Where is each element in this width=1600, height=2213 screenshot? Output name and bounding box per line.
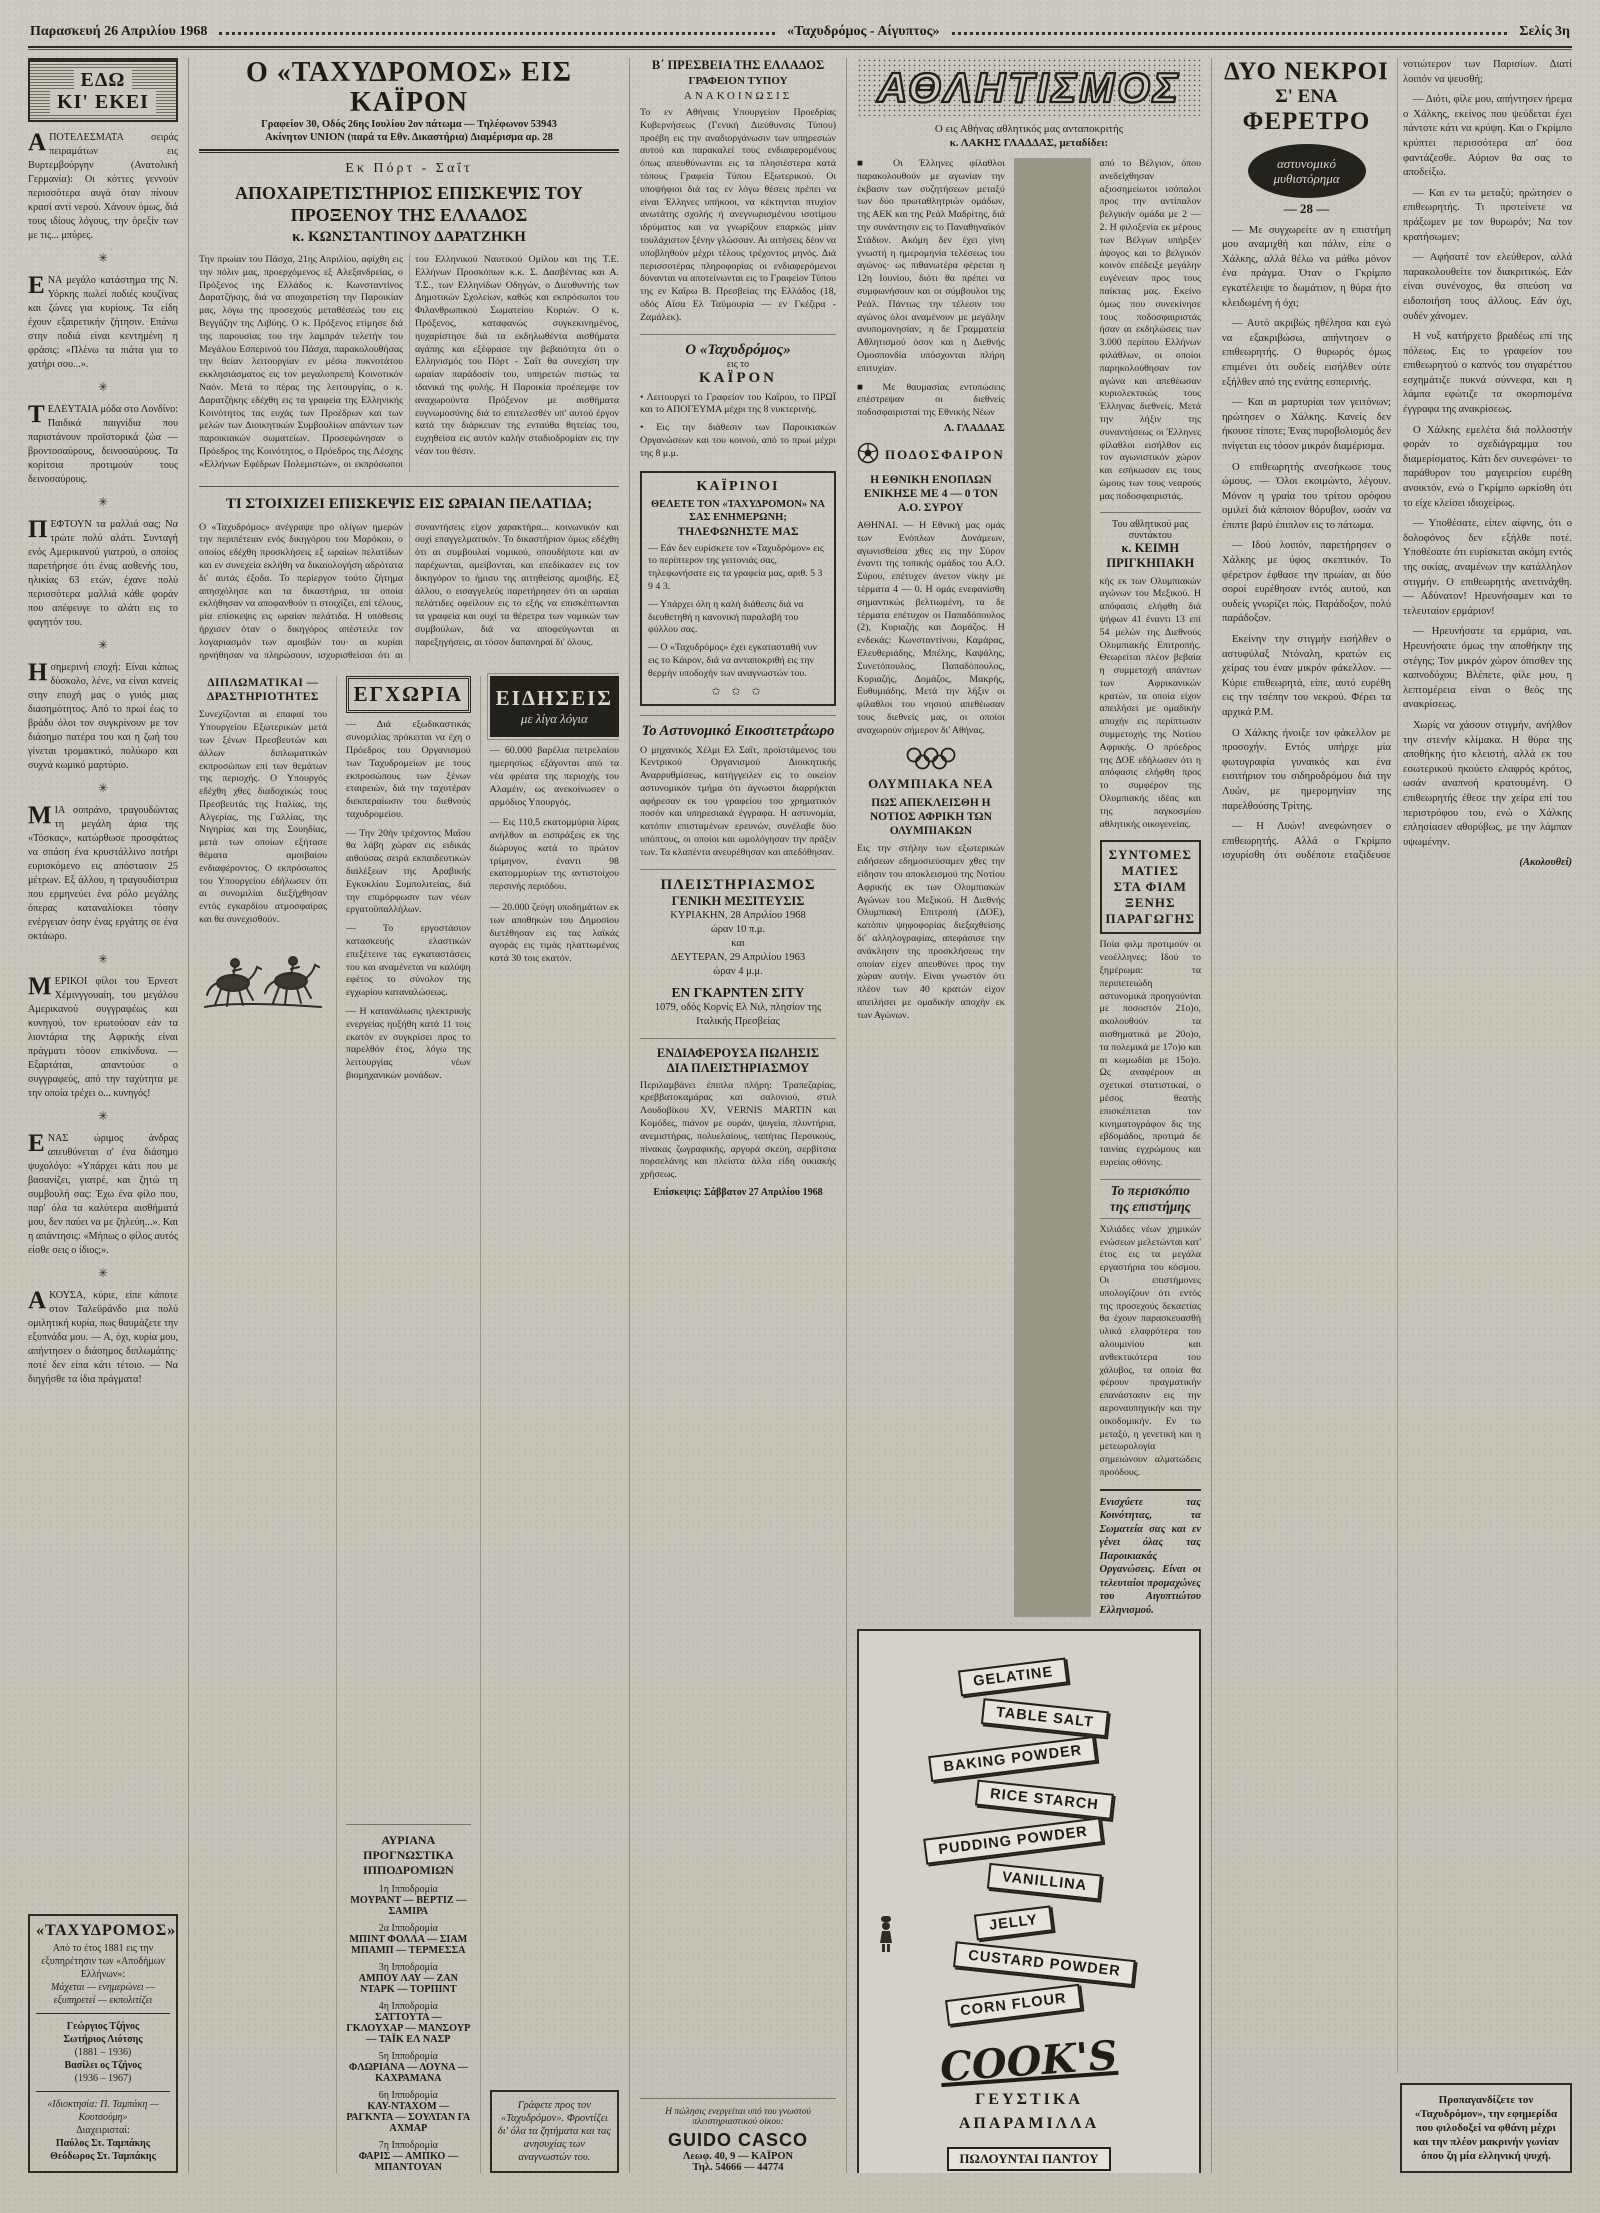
ad-product-plate: RICE STARCH (975, 1780, 1114, 1820)
column-divider (336, 676, 337, 2173)
flourish-icon: ✳ (97, 638, 109, 652)
race-horses: ΦΛΩΡΙΑΝΑ — ΛΟΥΝΑ — ΚΑΧΡΑΜΑΝΑ (348, 2062, 468, 2084)
news-briefs-subtitle: με λίγα λόγια (520, 711, 588, 727)
section-rule (640, 715, 836, 716)
cairo-address-line1: Γραφείον 30, Οδός 26ης Ιουλίου 2ον πάτωμα — Τηλέφωνον 53943 (261, 119, 557, 130)
race-entry (346, 2051, 471, 2084)
box-title: ΚΑΪΡΙΝΟΙ (696, 478, 780, 494)
article-headline: ΤΙ ΣΤΟΙΧΙΖΕΙ ΕΠΙΣΚΕΨΙΣ ΕΙΣ ΩΡΑΙΑΝ ΠΕΛΑΤΙΔΑ; (199, 486, 619, 514)
article-body: Ο μηχανικός Χέλμι Ελ Σαΐτ, προϊστάμενος του Κεντρικού Οργανισμού Διοικητικής Αναρρυθμίσεως, κατήγγειλεν εις το οικείον αστυνομικόν τμήμα ότι άγνωστοι διαρρήκται αφήρεσαν εκ του γραφείου του χρηματικόν ποσόν και υπηρεσιακά έγγραφα. Η αστυνομία, κατόπιν επισταμένων ερευνών, συνέλαβε δύο υπόπτους, οι οποίοι και ωμολόγησαν την πράξιν των. Τα κλαπέντα ανευρέθησαν και απεδόθησαν. (640, 744, 836, 858)
masthead-rule-left (219, 29, 775, 35)
sports-item: ■ Οι Έλληνες φίλαθλοι παρακολουθούν με αγωνίαν την έκβασιν των συζητήσεων μεταξύ των δύο πρωταθλητριών ομάδων, της ΑΕΚ και της Ρεάλ Μαδρίτης, διά την συνάντησιν εις το Παναθηναϊκόν Στάδιον. Ακόμη δεν έχει γίνη γνωστή η ημερομηνία τελέσεως του αγώνος· ως πιθανωτέρα φέρεται η 12η Ιουνίου, διότι θα πρέπει να συμφωνήσουν και οι σύμβουλοι της Ρεάλ. Πάντως την τέλεσιν του αγώνος όλοι αναμένουν με μεγάλην ανυπομονησίαν, η δε Γραμματεία Αθλητισμού όσον και η Διεθνής Ομοσπονδία υπόσχονται πλήρη επιτυχίαν. (857, 158, 1005, 374)
science-periscope-title: Το περισκόπιο της επιστήμης (1100, 1179, 1201, 1219)
ad-footer: ΠΩΛΟΥΝΤΑΙ ΠΑΝΤΟΥ (947, 2147, 1110, 2171)
sports-banner-title: ΑΘΛΗΤΙΣΜΟΣ (877, 64, 1181, 111)
race-horses: ΣΑΤΤΟΥΤΑ — ΓΚΛΟΥΧΑΡ — ΜΑΝΣΟΥΡ — ΤΑΪΚ ΕΛ ΝΑΣΡ (346, 2012, 471, 2045)
films-title-line2: ΣΤΑ ΦΙΛΜ (1113, 879, 1187, 895)
box-question: ΘΕΛΕΤΕ ΤΟΝ «ΤΑΧΥΔΡΟΜΟΝ» ΝΑ ΣΑΣ ΕΝΗΜΕΡΩΝΗ; (651, 498, 825, 523)
snippet: ΑΠΟΤΕΛΕΣΜΑΤΑ σειράς πειραμάτων εις Βυρτεμβούργην (Ανατολική Γερμανία): Οι κόττες γεννούν περισσότερα αυγά όταν πίνουν κρασί αντί νερού. Χάνουν όμως, διά τους ιδίους λόγους, την όρεξίν των με τις... μπύρες. (28, 129, 178, 241)
sports-banner (857, 58, 1201, 116)
auction-date: ΔΕΥΤΕΡΑΝ, 29 Απριλίου 1963 (670, 951, 806, 963)
column-serial-novel (1222, 58, 1572, 2173)
embassy-title: ΑΝΑΚΟΙΝΩΣΙΣ (683, 90, 793, 102)
stars-ornament: ✩ ✩ ✩ (711, 685, 765, 698)
race-entry (346, 2140, 471, 2173)
badge-line2: μυθιστόρημα (1273, 171, 1340, 186)
founder-name: Βασίλει ος Τζήνος (64, 2060, 142, 2071)
flourish-icon: ✳ (97, 952, 109, 966)
masthead-title: «Ταχυδρόμος - Αίγυπτος» (787, 24, 940, 39)
article-body: Την πρωίαν του Πάσχα, 21ης Απριλίου, αφίχθη εις την πόλιν μας, προερχόμενος εξ Αλεξανδρείας, ο Πρόξενος της Ελλάδος κ. Κωνσταντίνος Δαρατζήκης, διά να αποχαιρετίση την Παροικίαν μας, λόγω της προσεχούς μεταθέσεώς του εις Βεγγάζην της Λιβύης. Ο κ. Πρόξενος ετίμησε διά της παρουσίας του την λαμπράν τελετήν του Μεγάλου Εσπερινού του Πάσχα, παρακολουθήσας την θείαν λειτουργίαν εν μέσω πυκνοτάτου εκκλησιάσματος εις τον μεγαλοπρεπή Κοινοτικόν Ναόν. Μετά το πέρας της λειτουργίας, ο κ. Δαρατζήκης εδέχθη εις τα γραφεία της Ελληνικής Κοινότητος τας ευχάς των Προέδρων και των μελών των Διοικητικών Συμβουλίων απάντων των παροικιακών σωματείων. Προσεφώνησαν ο Πρόεδρος της Κοινότητος, ο Πρόεδρος της Λέσχης «Ελλήνων Εφέδρων Πολεμιστών», οι εκπρόσωποι του Ελληνικού Ναυτικού Ομίλου και της Τ.Ε. Ελλήνων Προσκόπων κ.κ. Σ. Δασβέντας και Α. Τ.Σ., των Ελληνίδων Οδηγών, ο Διευθυντής των Δημοτικών Σχολείων, καθώς και εκπρόσωποι του Φιλανθρωπικού Σωματείου Κυριών. Ο κ. Πρόξενος, καταφανώς συγκεκινημένος, ηυχαρίστησε διά τα εκδηλωθέντα αισθήματα αγάπης και εξέφρασε την βεβαιότητα ότι ο Ελληνισμός του Πόρτ - Σαΐτ θα συνεχίση την ωραίαν παράδοσίν του, υπηρετών πιστώς τα ιδανικά της φυλής. Η Παροικία προέπεμψε τον αναχωρούντα Πρόξενον με αισθήματα ευγνωμοσύνης διά το επιτελεσθέν υπ' αυτού έργον κατά την διάρκειαν της ενταύθα θητείας του, ευχηθείσα εις αυτόν καλήν σταδιοδρομίαν εις την νέαν του θέσιν. (199, 254, 619, 470)
cairo-office-hours (640, 342, 836, 461)
correspondent-line2: κ. ΛΑΚΗΣ ΓΛΑΔΔΑΣ, μεταδίδει: (949, 137, 1109, 149)
newspaper-name: «ΤΑΧΥΔΡΟΜΟΣ» (36, 1922, 177, 1939)
office-hours-item: • Λειτουργεί το Γραφείον του Καΐρου, το ΠΡΩΪ και το ΑΠΟΓΕΥΜΑ μέχρι της 8 νυκτερινής. (640, 391, 836, 416)
news-brief-item: — Εις 110,5 εκατομμύρια λίρας ανήλθον αι εισπράξεις εκ της διώρυγος κατά το πρώτον τρίμηνον, έναντι 98 εκατομμυρίων της αντιστοίχου περσινής περιόδου. (489, 817, 619, 893)
manager-name: Θεόδωρος Στ. Ταμπάκης (50, 2151, 156, 2162)
race-entry (346, 1923, 471, 1956)
chef-icon (873, 1915, 899, 1958)
correspondent-signature: Λ. ΓΛΑΔΔΑΣ (943, 422, 1005, 434)
diplomatic-subcolumn (199, 676, 327, 2173)
cairo-address-line2: Ακίνητον UNION (παρά τα Εθν. Δικαστήρια) Διαμέρισμα αρ. 28 (265, 132, 553, 143)
auction-notice (640, 877, 836, 1029)
sale-notice (640, 1046, 836, 1198)
race-horses: ΑΜΠΟΥ ΛΑΥ — ΖΑΝ ΝΤΑΡΚ — ΤΟΡΠΙΝΤ (358, 1973, 459, 1995)
sale-body: Περιλαμβάνει έπιπλα πλήρη: Τραπεζαρίας, κρεββατοκαμάρας και σαλονιού, στυλ Λουδοβίκου XV, VERNIS MARTIN και Κομόδες, πιάνον με ουράν, ψυγεία, πλυντήρια, ανεμιστήρας, πολυελαίους, ταπήτας Περσικούς, πίνακας ζωγραφικής, αργυρά σκεύη, σερβίτσια πορσελάνης και πλείστα άλλα είδη οικιακής χρήσεως. (640, 1079, 836, 1181)
police-log-article (640, 723, 836, 860)
ad-product-plate: BAKING POWDER (928, 1736, 1097, 1782)
farewell-article (199, 161, 619, 472)
correspondent-line1: Ο εις Αθήνας αθλητικός μας ανταποκριτής (934, 123, 1124, 135)
films-title-line1: ΣΥΝΤΟΜΕΣ ΜΑΤΙΕΣ (1108, 847, 1192, 879)
serial-paragraph: — Ηρευνήσατε τα ερμάρια, ναι. Ηρευνήσατε όμως την αποθήκην της στέγης; Τον μικρόν χώρον όπισθεν της καπνοδόχου; Βλέπετε, φίλε μου, η λεπτομέρεια είναι ο θεός της ανακρίσεως. (1403, 626, 1572, 711)
race-entry (346, 1884, 471, 1917)
domestic-item: — Διά εξωδικαστικάς συνομιλίας πρόκειται να έχη ο Πρόεδρος του Οργανισμού των Ταχυδρομείων με τους εκπροσώπους των ξένων εταιρειών, διά την ταχυτέραν διεκπεραίωσιν του διεθνούς ταχυδρομείου. (346, 719, 471, 820)
sports-item: ■ Με θαυμασίας εντυπώσεις επέστρεψαν οι διεθνείς ποδοσφαιρισταί της Εθνικής Νέων (857, 381, 1005, 419)
bottom-band (199, 676, 619, 2173)
column-notices (640, 58, 836, 2173)
auction-time: ώραν 4 μ.μ. (713, 965, 763, 977)
domestic-item: — Η κατανάλωσις ηλεκτρικής ενεργείας ηυξήθη κατά 11 τοις εκατόν εν συγκρίσει προς το παρελθόν έτος, λόγω της λειτουργίας νέων βιομηχανικών μονάδων. (346, 1006, 471, 1082)
racing-title-line2: ΙΠΠΟΔΡΟΜΙΩΝ (362, 1863, 454, 1877)
domestic-item: — Την 20ήν τρέχοντος Μαΐου θα λάβη χώραν εις ειδικάς αιθούσας σειρά εκπαιδευτικών διαλέξεων της Αραβικής Εγκυκλίου Συμπολιτείας, διά την επιμόρφωσιν των νέων εργατοϋπαλλήλων. (346, 827, 471, 916)
horse-racing-tips (346, 1824, 471, 2173)
race-number: 3η Ιπποδρομία (378, 1962, 438, 1973)
race-number: 5η Ιπποδρομία (378, 2051, 438, 2062)
race-horses: ΚΑΥ-ΝΤΑΧΟΜ — ΡΑΓΚΝΤΑ — ΣΟΥΛΤΑΝ ΓΑ ΑΧΜΑΡ (346, 2101, 471, 2134)
managers-label: Διαχειρισταί: (76, 2125, 130, 2136)
article-headline: ΑΠΟΧΑΙΡΕΤΙΣΤΗΡΙΟΣ ΕΠΙΣΚΕΨΙΣ ΤΟΥ ΠΡΟΞΕΝΟΥ ΤΗΣ ΕΛΛΑΔΟΣ (234, 183, 584, 225)
football-headline: Η ΕΘΝΙΚΗ ΕΝΟΠΛΩΝ ΕΝΙΚΗΣΕ ΜΕ 4 — 0 ΤΟΝ Α.Ο. ΣΥΡΟΥ (863, 473, 998, 514)
sale-title-line2: ΔΙΑ ΠΛΕΙΣΤΗΡΙΑΣΜΟΥ (666, 1060, 810, 1075)
films-title-line3: ΞΕΝΗΣ ΠΑΡΑΓΩΓΗΣ (1105, 895, 1195, 927)
ad-brand-name: COOK'S (938, 2032, 1120, 2092)
masthead-rule-right (952, 29, 1508, 35)
ad-tagline-line1: ΓΕΥΣΤΙΚΑ (975, 2091, 1083, 2109)
founder-years: (1936 – 1967) (74, 2073, 132, 2084)
column-divider (188, 58, 189, 2173)
football-body: ΑΘΗΝΑΙ. — Η Εθνική μας ομάς των Ενόπλων Δυνάμεων, αγωνισθείσα χθες εις την Σύρον έναντι της τοπικής ομάδος του Α.Ο. Σύρου, επέτυχεν άνετον νίκην με τέρματα 4 — 0. Η ομάς ενεφανίσθη σημαντικώς βελτιωμένη, τα δε τέρματα επέτυχον οι Παπαδόπουλος (2), Κυριαζής και Δομάζος. Η ενδεκάς: Κωνσταντίνου, Καμάρας, Ελευθεριάδης, Μπέλης, Καψάλης, Συνετόπουλος, Παπαδόπουλος, Κυριαζής, Δομάζος, Μακρής, Ευθυμιάδης. Μετά την λήξιν οι φίλαθλοι του νησιού απεθέωσαν τους διεθνείς μας, οι οποίοι αναχωρούν σήμερον δι' Αθήνας. (857, 519, 1005, 736)
flourish-icon: ✳ (97, 495, 109, 509)
serial-paragraph: — Ιδού λοιπόν, παρετήρησεν ο Χάλκης με ύφος σκεπτικόν. Το φέρετρον έφθασε την πρωίαν, αι δύο σοροί ευρέθησαν εντός αυτού, και ουδείς γνωρίζει πώς. Παράδοξον, πολύ παράδοξον. (1222, 540, 1391, 625)
race-number: 1η Ιπποδρομία (378, 1884, 438, 1895)
editor-byline-line2: κ. ΚΕΙΜΗ ΠΡΙΓΚΗΠΑΚΗ (1106, 540, 1195, 570)
sports-subcolumn-right (1100, 158, 1201, 1617)
embassy-kicker: Β΄ ΠΡΕΣΒΕΙΑ ΤΗΣ ΕΛΛΑΔΟΣ (651, 58, 825, 72)
history-line: Από το έτος 1881 εις την εξυπηρέτησιν των «Αποδήμων Ελλήνων»: (41, 1943, 165, 1980)
race-horses: ΦΑΡΙΣ — ΑΜΠΚΟ — ΜΠΑΝΤΟΥΑΝ (358, 2151, 459, 2173)
olympics-body: Εις την στήλην των εξωτερικών ειδήσεων εδημοσιεύσαμεν χθες την είδησιν του αποκλεισμού της Νοτίου Αφρικής εκ των Ολυμπιακών Αγώνων του Μεξικού. Η Διεθνής Ολυμπιακή Επιτροπή (ΔΟΕ), κατόπιν ψηφοφορίας διεξαχθείσης δι' αλληλογραφίας, απεφάσισε την ανάκλησιν της προσκλήσεως την οποίαν είχεν απευθύνει προς την χώραν αυτήν. Είναι γνωστόν ότι πλέον των 40 κρατών είχον απειλήσει με ομαδικήν αποχήν εκ των Αγώνων. (857, 843, 1005, 1021)
flourish-icon: ✳ (97, 1266, 109, 1280)
office-hours-title2: εις το (726, 358, 750, 370)
page-columns (0, 50, 1600, 2191)
football-section-label: ΠΟΔΟΣΦΑΙΡΟΝ (885, 447, 1005, 463)
support-communities-notice: Ενισχύετε τας Κοινότητας, τα Σωματεία σας και εν γένει όλας τας Παροικιακάς Οργανώσεις. Είναι οι τελευταίοι προμαχώνες του Αιγυπτιώτου Ελληνισμού. (1100, 1489, 1201, 1618)
snippet: ΕΝΑ μεγάλο κατάστημα της Ν. Υόρκης πωλεί ποδιές κουζίνας και ζώνες για κυρίους. Τα είδη έχουν εξαιρετικήν ζήτησιν. Επάνω στην ποδιά είναι κεντημένη η φράσις: «Πλένω τα πιάτα για το χατήρι σου...». (28, 272, 178, 370)
race-entry (346, 2001, 471, 2045)
snippet: ΤΕΛΕΥΤΑΙΑ μόδα στο Λονδίνο: Παιδικά παιγνίδια που παριστάνουν προϊστορικά ζώα — βροντοσαύρους, δεινοσαύρους. Τα κορίτσια προτιμούν τους δεινοσαύρους. (28, 401, 178, 485)
auction-time: ώραν 10 π.μ. (710, 923, 766, 935)
news-briefs-title: ΕΙΔΗΣΕΙΣ (495, 686, 613, 711)
serial-title-line2: Σ' ΕΝΑ (1275, 86, 1338, 107)
serial-paragraph: Εκείνην την στιγμήν εισήλθεν ο αστυφύλαξ Ντόναλη, κρατών εις χείρας του έναν μικρόν φάκελλον. — Κύριε επιθεωρητά, είπε, αυτό ευρέθη εις την τσέπην του νεκρού. Φέρει τα αρχικά Ρ.Μ. (1222, 634, 1391, 718)
serial-paragraph: Χωρίς να χάσουν στιγμήν, ανήλθον την στενήν κλίμακα. Η θύρα της αποθήκης ήτο κλειστή, αλλά εκ του εσωτερικού ηκούετο ελαφρός κρότος, ωσάν αναπνοή κρατουμένη. Ο επιθεωρητής έθεσε την χείρα επί του περιστρόφου του, ενώ ο Χάλκης επλησίασεν αθορύβως, με την λάμπαν υψωμένην. (1403, 719, 1572, 848)
flourish-icon: ✳ (97, 1109, 109, 1123)
column-sports (857, 58, 1201, 2173)
section-rule (199, 149, 619, 153)
column-cairo-section (199, 58, 619, 2173)
olympics-headline: ΠΩΣ ΑΠΕΚΛΕΙΣΘΗ Η ΝΟΤΙΟΣ ΑΦΡΙΚΗ ΤΩΝ ΟΛΥΜΠΙΑΚΩΝ (869, 797, 992, 838)
auction-house-note: Η πώλησις ενεργείται υπό του γνωστού πλειστηριαστικού οίκου: (665, 2107, 811, 2127)
films-box-header (1100, 840, 1201, 934)
serial-paragraph: — Αφήσατέ τον ελεύθερον, αλλά παρακολουθείτε τον διακριτικώς. Εάν είναι συνένοχος, θα σπεύση να ειδοποιήση τους άλλους. Εάν όχι, ουδέν χάνομεν. (1403, 252, 1572, 322)
olympics-section-label: ΟΛΥΜΠΙΑΚΑ ΝΕΑ (868, 776, 994, 792)
ad-product-plate: GELATINE (958, 1658, 1069, 1697)
domestic-item: — Το εργοστάσιον κατασκευής ελαστικών επεξέτεινε τας εγκαταστάσεις του και αναμένεται να καλύψη εφέτος το σύνολον της εγχωρίου καταναλώσεως. (346, 923, 471, 999)
snippet: ΑΚΟΥΣΑ, κύριε, είπε κάποτε στον Ταλεϋράνδο μια πολύ ομιλητική κυρία, πως θαυμάζετε την εξυπνάδα μου. — Α, όχι, κυρία μου, απήντησεν ο διάσημος διπλωμάτης· ποτέ δεν είπα κάτι τέτοιο. — Να διηγήσθε τα ίδια πράγματα! (28, 1287, 178, 1385)
auction-subtitle: ΓΕΝΙΚΗ ΜΕΣΙΤΕΥΣΙΣ (671, 893, 805, 908)
domestic-subcolumn (346, 676, 471, 2173)
article-body: Συνεχίζονται αι επαφαί του Υπουργείου Εξωτερικών μετά των ξένων Πρεσβευτών και άλλων διπλωματικών εκπροσώπων επί των θεμάτων της περιοχής. Ο Υπουργός εδέχθη χθες διαδοχικώς τους Πρεσβευτάς της Ιταλίας, της Αλγερίας, της Γαλλίας, της Νιγηρίας και της Σουηδίας, μετά των οποίων εξήτασε θέματα αμοιβαίου ενδιαφέροντος. Ο εκπρόσωπος του Υπουργείου εδήλωσεν ότι αι συνομιλίαι διεξήχθησαν εντός εγκαρδίου ατμοσφαίρας και θα συνεχισθούν. (199, 709, 327, 926)
domestic-news-title: ΕΓΧΩΡΙΑ (346, 676, 471, 713)
news-brief-item: — 60.000 βαρέλια πετρελαίου ημερησίως εξάγονται από τα νέα φρέατα της περιοχής του Αλαμέιν, ως ανεκοίνωσεν ο αρμόδιος Υπουργός. (489, 745, 619, 808)
embassy-office: ΓΡΑΦΕΙΟΝ ΤΥΠΟΥ (688, 75, 788, 87)
founder-name: Γεώργιος Τζήνος (66, 2021, 140, 2032)
cairo-banner-title: Ο «ΤΑΧΥΔΡΟΜΟΣ» ΕΙΣ ΚΑΪΡΟΝ (246, 58, 572, 118)
ad-product-plate: CUSTARD POWDER (954, 1942, 1137, 1987)
flourish-icon: ✳ (97, 380, 109, 394)
sale-title-line1: ΕΝΔΙΑΦΕΡΟΥΣΑ ΠΩΛΗΣΙΣ (656, 1045, 820, 1060)
office-hours-title1: Ο «Ταχυδρόμος» (685, 341, 791, 358)
race-number: 7η Ιπποδρομία (378, 2140, 438, 2151)
race-entry (346, 1962, 471, 1995)
sports-continuation: από το Βέλγιον, όπου ανεδείχθησαν αξιοσημείωτοι ισόπαλοι προς την αντίπαλον βελγικήν ομάδα με 2 — 2. Η φιλοξενία εκ μέρους των Βέλγων υπήρξεν άψογος και το βελγικόν κοινόν επέδειξε μεγάλην ευγένειαν προς τους παίκτας μας. Εκείνο όμως που συνεκίνησε τους ποδοσφαιριστάς ήσαν αι εκδηλώσεις των 3.000 περίπου Ελλήνων φιλάθλων, οι οποίοι παρηκολούθησαν τον αγώνα και απεθέωσαν κυριολεκτικώς τους Έλληνας διεθνείς. Μετά την λήξιν της συναντήσεως οι Έλληνες φίλαθλοι εισήλθον εις τον αγωνιστικόν χώρον και εσήκωσαν εις τους ώμους των τους νεαρούς μας ποδοσφαιριστάς. (1099, 158, 1201, 502)
ad-product-plate: VANILLINA (987, 1863, 1102, 1901)
flourish-icon: ✳ (97, 781, 109, 795)
column-divider (629, 58, 630, 2173)
race-entry (346, 2090, 471, 2134)
article-headline: ΔΙΠΛΩΜΑΤΙΚΑΙ — ΔΡΑΣΤΗΡΙΟΤΗΤΕΣ (207, 677, 319, 704)
column-divider (1014, 158, 1091, 1617)
soccer-ball-icon (857, 442, 879, 469)
auction-house-name: GUIDO CASCO (667, 2130, 808, 2150)
serial-paragraph: Ο επιθεωρητής ανεσήκωσε τους ώμους. — Όλοι εκοιμώντο, λέγουν. Μόνον η γραία του τρίτου ορόφου ομιλεί διά κάποιον θόρυβον, ωσάν να έπιπτε βαρύ έπιπλον εις το πάτωμα. (1222, 461, 1391, 531)
column-here-and-there (28, 58, 178, 2173)
box-item: — Υπάρχει όλη η καλή διάθεσις διά να διευθετηθή η κανονική παραλαβή του φύλλου σας. (648, 598, 804, 636)
ad-tagline-line2: ΑΠΑΡΑΜΙΛΛΑ (958, 2115, 1100, 2133)
sports-subcolumn-left (857, 158, 1005, 1617)
serial-paragraph: — Με συγχωρείτε αν η επιστήμη μου αναμιχθή και πάλιν, είπε ο Χάλκης, αλλά θέλω να μάθω μόνον ένα πράγμα. Όταν ο Γκρίμπο εγκατέλειψε το δωμάτιον, η θύρα ήτο κλειδωμένη ή όχι; (1222, 224, 1391, 309)
embassy-announcement (640, 58, 836, 325)
serial-headline (1222, 58, 1391, 217)
section-rule (640, 334, 836, 335)
box-rule (36, 2091, 170, 2092)
news-briefs-header (490, 676, 619, 737)
auction-venue-address: 1079, οδός Κορνίς Ελ Νιλ, πλησίον της Ιταλικής Πρεσβείας (654, 1001, 822, 1027)
race-number: 4η Ιπποδρομία (378, 2001, 438, 2012)
science-periscope-body: Χιλιάδες νέων χημικών ενώσεων μελετώνται κατ' έτος εις τα μεγάλα εργαστήρια του κόσμου. Οι επιστήμονες υπολογίζουν ότι εντός της προσεχούς δεκαετίας θα έχουν παρασκευασθή υλικά ελαφρότερα του αλουμινίου και ανθεκτικότερα του χάλυβος, τα οποία θα φέρουν πραγματικήν επανάστασιν εις την αεροναυπηγικήν και την οικοδομικήν. Εν τω μεταξύ, η γενετική και η μετεωρολογία σημειώνουν αλματώδεις προόδους. (1099, 1223, 1201, 1478)
snippet: Ησημερινή εποχή: Είναι κάπως δύσκολο, λένε, να είναι κανείς στην εποχή μας ο γυιός μιας διασημότητος. Από το πρωί έως το βράδυ όλοι τον συγκρίνουν με τον διάσημο πατέρα του και η ζωή του γίνεται τρομακτικό, πολύωρο και συχνά κωμικό μαρτύριο. (28, 659, 178, 771)
serial-genre-badge (1248, 144, 1366, 198)
olympic-rings-icon (905, 758, 957, 775)
serial-installment-number: — 28 — (1283, 201, 1330, 216)
office-hours-item: • Εις την διάθεσιν των Παροικιακών Οργανώσεων και του κοινού, από το πρωί μέχρι της 8 μ.μ. (640, 422, 836, 459)
auction-house-address: Λεωφ. 40, 9 — ΚΑΪΡΟΝ (682, 2151, 794, 2162)
serial-title-line1: ΔΥΟ ΝΕΚΡΟΙ (1224, 58, 1389, 85)
article-body: Το εν Αθήναις Υπουργείον Προεδρίας Κυβερνήσεως (Γενική Διεύθυνσις Τύπου) προέβη εις την αναδιοργάνωσιν των υπηρεσιών αυτού και παρακαλεί τους ενδιαφερομένους όπως απευθύνωνται εις τα πλησιέστερα κατά τόπους Γραφεία Τύπου Εξωτερικού. Οι υποψήφιοι διά τας εν λόγω θέσεις πρέπει να είναι Έλληνες υπήκοοι, να κέκτηνται πτυχίον ανωτάτης σχολής ή ανεγνωρισμένου ισοτίμου ιδρύματος και να γνωρίζουν επαρκώς μίαν τουλάχιστον ξένην γλώσσαν. Αι αιτήσεις δέον να υποβληθούν μέχρι τέλους τρέχοντος μηνός. Διά περισσοτέρας πληροφορίας οι ενδιαφερόμενοι δύνανται να αποτείνωνται εις το Γραφείον Τύπου της εν Καΐρω Β. Πρεσβείας της Ελλάδος (18, οδός Αΐσα Ελ Ταϋμουρία — εν Γκέζιρα - Ζαμάλεκ). (640, 107, 836, 323)
race-horses: ΜΠΙΝΤ ΦΟΛΛΑ — ΣΙΑΜ ΜΠΑΜΠ — ΤΕΡΜΕΣΣΑ (349, 1934, 468, 1956)
write-to-us-box: Γράφετε προς τον «Ταχυδρόμον». Φροντίζει δι' όλα τα ζητήματα και τας ανησυχίας των αναγνωστών του. (490, 2090, 619, 2173)
manager-name: Παύλος Στ. Ταμπάκης (55, 2138, 151, 2149)
masthead-date: Παρασκευή 26 Απριλίου 1968 (30, 24, 208, 39)
auction-house-block (640, 2098, 836, 2173)
cooks-advertisement (857, 1629, 1201, 2173)
box-call-to-action: ΤΗΛΕΦΩΝΗΣΤΕ ΜΑΣ (677, 525, 799, 538)
box-item: — Ο «Ταχυδρόμος» έχει εγκατασταθή νυν εις το Κάιρον, διά να ανταποκριθή εις την θερμήν υποδοχήν των αναγνωστών του. (648, 642, 817, 679)
article-subheadline: κ. ΚΩΝΣΤΑΝΤΙΝΟΥ ΔΑΡΑΤΖΗΚΗ (292, 229, 526, 245)
here-and-there-header (28, 58, 178, 122)
serial-paragraph: — Αυτό ακριβώς ηθέλησα και εγώ να εξακριβώσω, απήντησεν ο επιθεωρητής. Ο θυρωρός όμως επιμένει ότι ουδείς εισήλθεν ούτε εξήλθεν από της ενάτης εσπερινής. (1222, 318, 1391, 388)
horsemen-illustration (199, 937, 327, 1020)
ad-product-plate: PUDDING POWDER (923, 1817, 1103, 1865)
ad-product-plate: CORN FLOUR (945, 1984, 1082, 2026)
serial-title-line3: ΦΕΡΕΤΡΟ (1242, 108, 1371, 135)
auction-title: ΠΛΕΙΣΤΗΡΙΑΣΜΟΣ (660, 876, 816, 893)
editor-column-body: κής εκ των Ολυμπιακών αγώνων του Μεξικού. Η απόφασις ελήφθη διά ψήφων 41 έναντι 13 επί 54 μελών της Διεθνούς Ολυμπιακής Επιτροπής. Θεωρείται πλέον βεβαία η συμμετοχή απάντων των Αφρικανικών κρατών, τα οποία είχον απειλήσει με ομαδικήν αποχήν εις περίπτωσιν συμμετοχής της Νοτίου Αφρικής. Ο πρόεδρος της ΔΟΕ εδήλωσεν ότι η απόφασις ελήφθη προς το συμφέρον της Ολυμπιακής ιδέας και της παγκοσμίου αθλητικής οικογενείας. (1099, 575, 1201, 830)
to-be-continued: (Ακολουθεί) (1519, 857, 1572, 869)
column-divider (480, 676, 481, 2173)
serial-paragraph: — Διότι, φίλε μου, απήντησεν ήρεμα ο Χάλκης, εκείνος που ψεύδεται έχει πάντοτε κάτι να κρύψη. Και ο Γκρίμπο κρύπτει περισσότερα απ' όσα φαντάζεσθε. Αύριον θα σας το αποδείξω. (1403, 94, 1572, 179)
race-horses: ΜΟΥΡΑΝΤ — ΒΕΡΤΙΖ — ΣΑΜΙΡΑ (350, 1895, 467, 1917)
racing-title-line1: ΑΥΡΙΑΝΑ ΠΡΟΓΝΩΣΤΙΚΑ (363, 1833, 454, 1862)
history-motto: Μάχεται — ενημερώνει — εξυπηρετεί — εκπολιτίζει (50, 1982, 156, 2006)
serial-paragraph: — Υποθέσατε, είπεν αίφνης, ότι ο δολοφόνος δεν εξήλθε ποτέ. Υποθέσατε ότι ευρίσκεται ακόμη εντός της οικίας, αναμένων την κατάλληλον στιγμήν. Ο επιθεωρητής ανετινάχθη. — Αδύνατον! Ηρευνήσαμεν και το τελευταίον ερμάριον! (1403, 518, 1572, 617)
newspaper-history-box (28, 1914, 178, 2173)
masthead (0, 0, 1600, 46)
cost-article (199, 472, 619, 663)
films-body: Ποία φιλμ προτιμούν οι νεοέλληνες; Ιδού το ξημέρωμα: τα περιπετειώδη αστυνομικά προηγούνται με ποσοστόν 21ο)ο, ακολουθούν τα αισθηματικά με 20ο)ο, τα πολεμικά με 17ο)ο και αι κωμωδίαι με 15ο)ο. Ως αναφέρουν αι σχετικαί στατιστικαί, ο μέσος θεατής επισκέπτεται τον κινηματογράφον δις της εβδομάδος, προτιμά δε ταινίας εγχρώμους και ευρείας οθόνης. (1099, 939, 1201, 1168)
sports-editor-byline (1100, 512, 1201, 571)
snippet: ΜΙΑ σοπράνο, τραγουδώντας τη μεγάλη άρια της «Τόσκας», κατώρθωσε προσφάτως να σπάση ένα κρυστάλλινο ποτήρι ευρισκόμενο εις απόστασιν 25 μέτρων. Εξ άλλου, η τραγουδίστρια που ερμηνεύει ένα ρόλο μεγάλης όπερας καταναλίσκει τόσην ενέργειαν όσην ένας εργάτης σε ένα οκτάωρο. (28, 802, 178, 942)
ad-product-plate: TABLE SALT (981, 1698, 1109, 1737)
flourish-icon: ✳ (97, 251, 109, 265)
editor-byline-line1: Του αθλητικού μας συντάκτου (1112, 518, 1189, 541)
here-and-there-title-line1: ΕΔΩ (74, 69, 133, 91)
race-number: 2α Ιπποδρομία (378, 1923, 438, 1934)
section-rule (640, 869, 836, 870)
masthead-page-number: Σελίς 3η (1519, 24, 1571, 39)
article-body: Ο «Ταχυδρόμος» ανέγραψε προ ολίγων ημερών την περιπέτειαν ενός δικηγόρου του Μαρόκου, ο οποίος εδέχθη προσκλήσεις εξ ωραίων πελατίδων και εν συνεχεία εκλήθη να δικαιολογήση αδρότατα δι' αυτάς έξοδα. Το περίεργον τούτο ζήτημα απησχόλησε και τα δικαστήρια, τα οποία εκλήθησαν να αποφανθούν τι στοιχίζει, επί τέλους, μία επίσκεψις εις ωραίαν πελάτιδα. Η υπόθεσις ήρχισεν όταν ο δικηγόρος απέστειλε τον λογαριασμόν των αμοιβών του· αι κυρίαι ηρνήθησαν να πληρώσουν, ισχυρισθείσαι ότι αι συναντήσεις είχον χαρακτήρα... κοινωνικόν και ουχί επαγγελματικόν. Το δικαστήριον όμως εδέχθη ότι αι συμβουλαί νομικού, οπουδήποτε και αν παρέχωνται, αμείβονται, και επεδίκασεν εις τον δικηγόρον το ήμισυ της αιτηθείσης αμοιβής. Εξ άλλου, ο εισαγγελεύς παρετήρησεν ότι αι ωραίαι πελάτιδες οφείλουν εις το εξής να επισκέπτωνται τα γραφεία και ουχί τα θέρετρα των νομικών των συμβούλων, διά να αποφεύγωνται αι παρεξηγήσεις, αι τόσον δαπανηραί δι' όλους. (199, 521, 619, 661)
serial-paragraph: Η νυξ κατήρχετο βραδέως επί της πόλεως. Εις το γραφείον του επιθεωρητού ο καπνός του σιγαρέττου εσχημάτιζε πυκνά σύννεφα, και η λάμπα εφώτιζε τα σκορπισμένα έγγραφα της ανακρίσεως. (1403, 331, 1572, 416)
ownership-line: «Ιδιοκτησία: Π. Ταμπάκη — Κουτσούμη» (47, 2099, 159, 2123)
subscribers-call-box (640, 471, 836, 706)
serial-paragraph: Ο Χάλκης ήνοιξε τον φάκελλον με προσοχήν. Εντός υπήρχε μία φωτογραφία γυναικός και ένα εισιτήριον του σιδηροδρόμου διά την Λυών, με ημερομηνίαν της παρελθούσης Τρίτης. (1222, 727, 1391, 812)
ad-product-plate: JELLY (973, 1906, 1052, 1941)
serial-paragraph: — Και αι μαρτυρίαι των γειτόνων; ηρώτησεν ο Χάλκης. Κανείς δεν ήκουσε τίποτε; Ένας πυροβολισμός δεν πνίγεται εις τόσον μικρόν διαμέρισμα. (1222, 397, 1391, 452)
serial-novel (1222, 58, 1572, 2073)
promote-newspaper-box: Προπαγανδίζετε τον «Ταχυδρόμον», την εφημερίδα που φιλοδοξεί να φθάνη μέχρι και την πλέον μακρινήν γωνίαν όπου ζη μία ελληνική ψυχή. (1400, 2083, 1572, 2173)
auction-venue: ΕΝ ΓΚΑΡΝΤΕΝ ΣΙΤΥ (671, 984, 805, 1000)
snippet: ΕΝΑΣ ώριμος άνδρας απευθύνεται σ' ένα διάσημο ψυχολόγο: «Υπάρχει κάτι που με βασανίζει, γιατρέ, και ζητώ τη συμβουλή σας: Έχω ένα φίλο που, παρ' όλα τα καλύτερα αισθήματά μου, δεν παύει να με ζηλεύη...». Και η απάντησις: «Μήπως ο φίλος αυτός είσθε σεις ο ίδιος;». (28, 1130, 178, 1256)
news-briefs-subcolumn (490, 676, 619, 2173)
column-divider (846, 58, 847, 2173)
founder-name: Σωτήριος Λιότσης (63, 2034, 143, 2045)
race-number: 6η Ιπποδρομία (378, 2090, 438, 2101)
serial-paragraph: — Η Λυών! ανεφώνησεν ο επιθεωρητής. Αλλά ο Γκρίμπο ισχυρίσθη ότι ουδέποτε εταξίδευσε νοτιώτερον των Παρισίων. Διατί λοιπόν να ψευσθή; (1222, 59, 1572, 862)
auction-and: και (731, 937, 745, 949)
box-rule (36, 2013, 170, 2014)
news-brief-item: — 20.000 ζεύγη υποδημάτων εκ των αποθηκών του Δημοσίου διετέθησαν εις τας λαϊκάς αγοράς εις τιμάς ηλαττωμένας κατά 30 τοις εκατόν. (489, 902, 619, 965)
article-kicker: Εκ Πόρτ - Σαΐτ (345, 161, 473, 176)
auction-house-phone: Τηλ. 54666 — 44774 (692, 2162, 784, 2173)
auction-date: ΚΥΡΙΑΚΗΝ, 28 Απριλίου 1968 (670, 909, 806, 921)
box-item: — Εάν δεν ευρίσκετε τον «Ταχυδρόμον» εις το περίπτερον της γειτονιάς σας, τηλεφωνήσατε εις τα γραφεία μας, αριθ. 5 3 9 4 3. (648, 542, 824, 592)
founder-years: (1881 – 1936) (74, 2047, 132, 2058)
badge-line1: αστυνομικό (1276, 156, 1336, 171)
column-divider (1211, 58, 1212, 2173)
office-hours-title3: ΚΑΪΡΟΝ (699, 369, 777, 386)
serial-paragraph: — Και εν τω μεταξύ; ηρώτησεν ο επιθεωρητής. Τι προτείνετε να πράξωμεν με τον θυρωρόν; Να τον κρατήσωμεν; (1403, 187, 1572, 243)
snippet: ΠΕΦΤΟΥΝ τα μαλλιά σας; Να τρώτε πολύ αλάτι. Συνταγή ενός Αμερικανού γιατρού, ο οποίος παρετήρησε ότι ένας ασθενής του, ηλικίας 63 ετών, έχανε πολύ περισσότερα μαλλιά κάθε φοράν που απέφευγε το αλάτι εις το φαγητόν του. (28, 516, 178, 628)
snippet: ΜΕΡΙΚΟΙ φίλοι του Έρνεστ Χέμινγγουαίη, του μεγάλου Αμερικανού συγγραφέως και κυνηγού, τον ερωτούσαν εάν τα λιοντάρια της Αφρικής είναι πράγματι τόσον επικίνδυνα. — Εξαρτάται, απαντούσε ο συγγραφεύς, από την ταχύτητα με την οποία τρέχει ο... κυνηγός! (28, 973, 178, 1099)
serial-paragraph: Ο Χάλκης εμελέτα διά πολλοστήν φοράν το σχεδιάγραμμα του διαμερίσματος. Κάτι δεν συνεφώνει· το παράθυρον του μαγειρείου ευρέθη ανοικτόν, ενώ ο Γκρίμπο ωρκίσθη ότι το είχε κλείσει ιδιοχείρως. (1403, 424, 1572, 509)
sale-visit-line: Επίσκεψις: Σάββατον 27 Απριλίου 1968 (653, 1187, 823, 1199)
olympics-header (857, 747, 1005, 792)
section-rule (640, 1038, 836, 1039)
here-and-there-title-line2: ΚΙ' ΕΚΕΙ (50, 91, 156, 113)
article-headline: Το Αστυνομικό Εικοσιτετράωρο (641, 722, 835, 739)
